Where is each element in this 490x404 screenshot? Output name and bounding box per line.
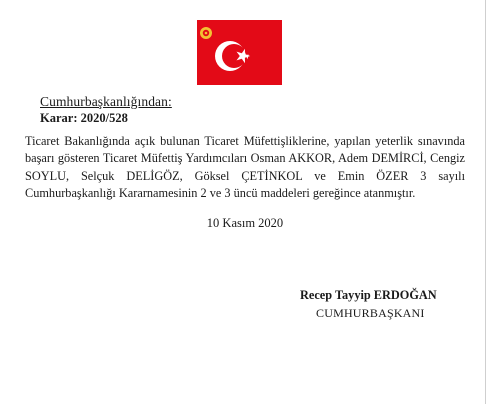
page-edge-divider [485, 0, 486, 404]
presidential-seal-icon [200, 27, 212, 39]
decision-number: Karar: 2020/528 [40, 111, 128, 125]
signatory-name: Recep Tayyip ERDOĞAN [300, 288, 437, 302]
issuing-authority: Cumhurbaşkanlığından: [40, 94, 172, 109]
decision-body-text: Ticaret Bakanlığında açık bulunan Ticaret Müfettişliklerine, yapılan yeterlik sınavında başarı gösteren Ticaret Müfettiş Yardımcıları Osman AKKOR, Adem DEMİRCİ, Cengiz SOYLU, Selçuk DELİGÖZ, Göksel ÇETİNKOL ve Emin ÖZER 3 sayılı Cumhurbaşkanlığı Kararnamesinin 2 ve 3 üncü maddeleri gereğince atanmıştır. [25, 134, 465, 200]
decision-date: 10 Kasım 2020 [206, 216, 284, 230]
signatory-title: CUMHURBAŞKANI [316, 306, 425, 320]
flag-emblem-icon [197, 20, 282, 85]
